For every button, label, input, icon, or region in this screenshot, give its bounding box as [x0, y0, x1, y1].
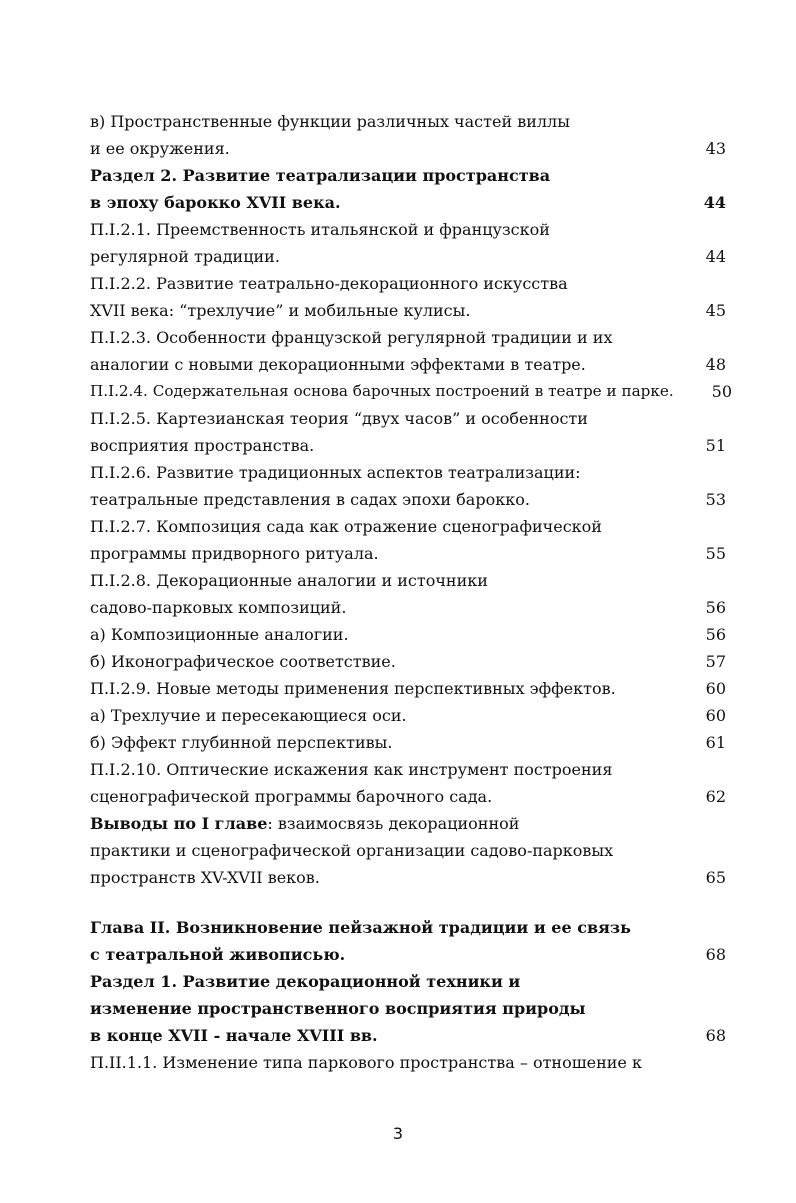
toc-entry-text: сценографической программы барочного сада. [90, 787, 493, 806]
toc-entry-text: Раздел 2. Развитие театрализации пространства [90, 166, 551, 185]
toc-page-number: 50 [711, 382, 732, 401]
toc-entry-text: пространств XV-XVII веков. [90, 868, 320, 887]
toc-entry-text: в) Пространственные функции различных частей виллы [90, 112, 570, 131]
toc-line [90, 702, 726, 729]
toc-page-number: 62 [705, 787, 726, 806]
toc-line [90, 216, 726, 243]
toc-page-number: 45 [705, 301, 726, 320]
toc-page-number: 44 [703, 193, 726, 212]
toc-entry-text: б) Эффект глубинной перспективы. [90, 733, 393, 752]
toc-page-number: 60 [705, 706, 726, 725]
toc-page-number: 57 [705, 652, 726, 671]
toc-page-number: 65 [705, 868, 726, 887]
toc-page-number: 44 [705, 247, 726, 266]
toc-conclusion-rest: : взаимосвязь декорационной [267, 814, 520, 833]
toc-line [90, 243, 726, 270]
toc-entry-text: П.I.2.1. Преемственность итальянской и французской [90, 220, 550, 239]
toc-entry-text: П.II.1.1. Изменение типа паркового пространства – отношение к [90, 1053, 642, 1072]
toc-line [90, 594, 726, 621]
toc-page-number: 51 [705, 436, 726, 455]
toc-line [90, 756, 726, 783]
toc-entry-text: аналогии с новыми декорационными эффектами в театре. [90, 355, 586, 374]
toc-section-heading [90, 1022, 726, 1049]
toc-entry-text: П.I.2.9. Новые методы применения перспективных эффектов. [90, 679, 616, 698]
toc-entry-text: П.I.2.2. Развитие театрально-декорационного искусства [90, 274, 568, 293]
toc-chapter-heading [90, 914, 726, 941]
toc-entry-text: а) Композиционные аналогии. [90, 625, 349, 644]
toc-entry-text: П.I.2.4. Содержательная основа барочных построений в театре и парке. [90, 382, 674, 400]
toc-entry-text: с театральной живописью. [90, 945, 346, 964]
toc-section-heading [90, 162, 726, 189]
toc-entry-text: садово-парковых композиций. [90, 598, 347, 617]
toc-entry-text: программы придворного ритуала. [90, 544, 379, 563]
toc-page-number: 68 [705, 1026, 726, 1045]
toc-entry-text: регулярной традиции. [90, 247, 280, 266]
toc-line [90, 729, 726, 756]
toc-line [90, 864, 726, 891]
toc-conclusion-label: Выводы по I главе [90, 814, 268, 833]
toc-section-heading [90, 189, 726, 216]
toc-line [90, 270, 726, 297]
toc-line [90, 108, 726, 135]
toc-line [90, 648, 726, 675]
toc-page-number: 60 [705, 679, 726, 698]
toc-line [90, 621, 726, 648]
toc-line [90, 459, 726, 486]
page-number-footer: 3 [392, 1124, 404, 1143]
toc-entry-text: П.I.2.10. Оптические искажения как инструмент построения [90, 760, 613, 779]
toc-line [90, 513, 726, 540]
toc-entry-text: П.I.2.8. Декорационные аналогии и источники [90, 571, 488, 590]
toc-line [90, 675, 726, 702]
toc-entry-text: в эпоху барокко XVII века. [90, 193, 341, 212]
toc-line [90, 432, 726, 459]
toc-entry-text: б) Иконографическое соответствие. [90, 652, 396, 671]
toc-line [90, 1049, 726, 1076]
toc-page-number: 53 [705, 490, 726, 509]
toc-entry-text: в конце XVII - начале XVIII вв. [90, 1026, 378, 1045]
toc-chapter-heading [90, 941, 726, 968]
toc-section-heading [90, 968, 726, 995]
toc-entry-text: XVII века: “трехлучие” и мобильные кулисы. [90, 301, 471, 320]
toc-line [90, 783, 726, 810]
toc-entry-text: Глава II. Возникновение пейзажной традиции и ее связь [90, 918, 631, 937]
toc-entry-text: П.I.2.7. Композиция сада как отражение сценографической [90, 517, 602, 536]
toc-line [90, 837, 726, 864]
toc-page-number: 43 [705, 139, 726, 158]
toc-line [90, 135, 726, 162]
toc-entry-text: П.I.2.5. Картезианская теория “двух часов” и особенности [90, 409, 588, 428]
toc-entry-text: и ее окружения. [90, 139, 230, 158]
toc-entry-text: практики и сценографической организации садово-парковых [90, 841, 614, 860]
toc-entry-text: П.I.2.3. Особенности французской регулярной традиции и их [90, 328, 613, 347]
toc-line [90, 351, 726, 378]
toc-entry-text: театральные представления в садах эпохи барокко. [90, 490, 530, 509]
toc-entry-text: П.I.2.6. Развитие традиционных аспектов театрализации: [90, 463, 581, 482]
toc-line [90, 486, 726, 513]
toc-entry-text [90, 810, 519, 837]
toc-page-number: 48 [705, 355, 726, 374]
toc-line [90, 405, 726, 432]
toc-entry-text: восприятия пространства. [90, 436, 315, 455]
toc-page-number: 56 [705, 598, 726, 617]
toc-line [90, 324, 726, 351]
toc-page-number: 56 [705, 625, 726, 644]
toc-line [90, 540, 726, 567]
toc-page-number: 61 [705, 733, 726, 752]
toc-line [90, 378, 732, 405]
toc-entry-text: Раздел 1. Развитие декорационной техники и [90, 972, 521, 991]
toc-section-heading [90, 995, 726, 1022]
toc-page-number: 55 [705, 544, 726, 563]
toc-line [90, 297, 726, 324]
toc-entry-text: а) Трехлучие и пересекающиеся оси. [90, 706, 407, 725]
toc-line [90, 567, 726, 594]
toc-entry-text: изменение пространственного восприятия природы [90, 999, 586, 1018]
toc-page-number: 68 [705, 945, 726, 964]
toc-line [90, 810, 726, 837]
